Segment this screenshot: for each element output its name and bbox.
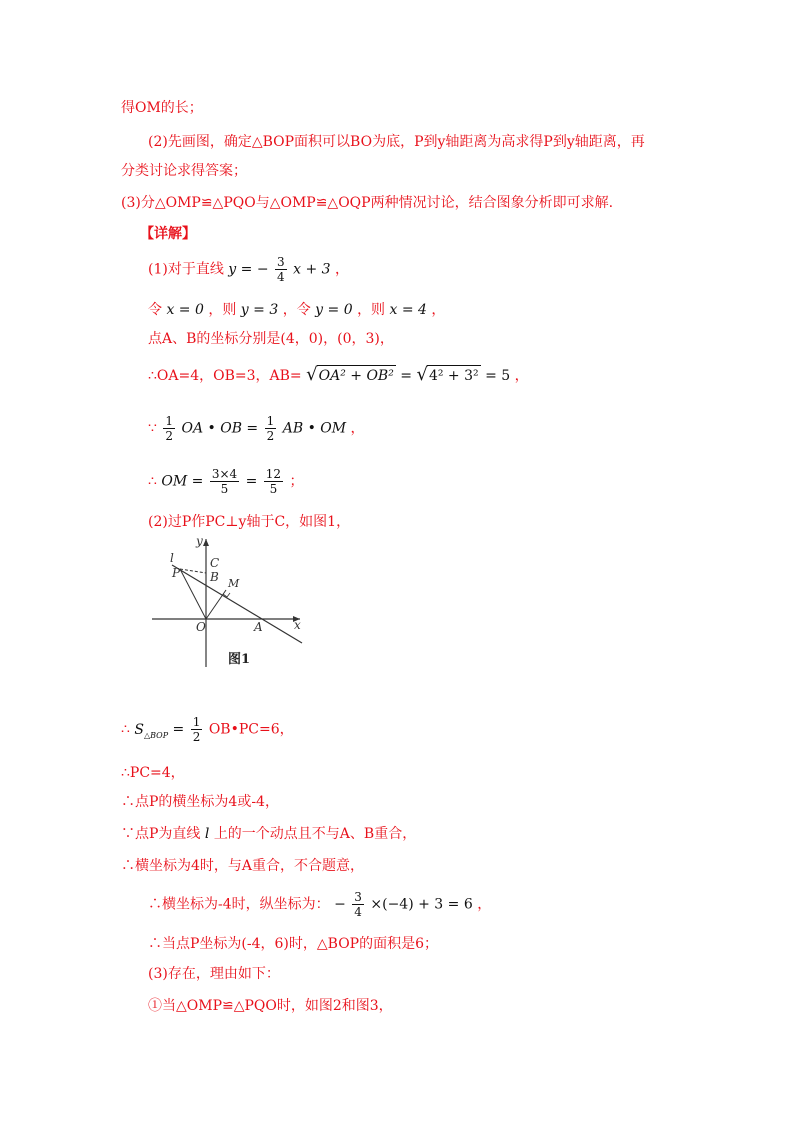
text-line-4: (3)分△OMP≌△PQO与△OMP≌△OQP两种情况讨论，结合图象分析即可求解. <box>121 195 614 211</box>
solution-line-17: ∴横坐标为4时，与A重合，不合题意， <box>121 858 365 874</box>
figure-1-diagram <box>150 535 310 675</box>
segment-po <box>180 569 206 619</box>
solution-line-16: ∵点P为直线 l 上的一个动点且不与A、B重合， <box>121 826 417 842</box>
fraction-half-1: $\frac{1}{2}$ <box>165 414 174 443</box>
label-c: C <box>210 556 220 570</box>
solution-line-12: (2)过P作PC⊥y轴于C，如图1， <box>148 514 351 530</box>
fraction-twelve-fifths: $\frac{12}{5}$ <box>265 467 282 496</box>
label-x: x <box>294 618 301 632</box>
solution-line-10: ∵ $\frac{1}{2}$ OA • OB = $\frac{1}{2}$ AB • OM ， <box>148 414 365 443</box>
solution-line-20: (3)存在，理由如下： <box>148 966 280 982</box>
section-heading-detail: 【详解】 <box>140 226 196 242</box>
solution-line-8: 点A、B的坐标分别是(4，0)，(0，3)， <box>148 331 394 347</box>
fraction-three-quarters: $\frac{3}{4}$ <box>277 255 285 284</box>
sqrt-oa-ob: OA² + OB² <box>317 365 396 386</box>
label-b: B <box>210 570 219 584</box>
line-equation-rhs: x + 3 <box>293 261 331 278</box>
sqrt-four-three: 4² + 3² <box>427 365 481 386</box>
eq-y-zero: y = 0 <box>315 302 353 318</box>
part1-intro: (1)对于直线 <box>148 261 224 278</box>
line-equation-lhs: y = − <box>228 261 269 278</box>
solution-line-21: ①当△OMP≌△PQO时，如图2和图3， <box>148 998 393 1014</box>
eq-x-zero: x = 0 <box>166 302 204 318</box>
y-calculation: ×(−4) + 3 = 6 <box>370 896 473 913</box>
label-p: P <box>172 566 181 580</box>
area-symbol: $S_{\triangle BOP}$ <box>134 721 169 740</box>
label-l: l <box>170 551 174 565</box>
text-line-1: 得OM的长； <box>121 100 203 116</box>
solution-line-18: ∴横坐标为-4时，纵坐标为： − $\frac{3}{4}$ ×(−4) + 3 = 6 ， <box>148 890 492 919</box>
solution-line-7: 令 x = 0 ，则 y = 3 ，令 y = 0 ，则 x = 4 ， <box>148 302 446 318</box>
label-y: y <box>196 535 203 548</box>
y-axis-arrow <box>203 539 209 546</box>
solution-line-13: ∴ $S_{\triangle BOP}$ = $\frac{1}{2}$ OB•PC=6， <box>121 715 294 744</box>
text-line-3: 分类讨论求得答案； <box>121 163 247 179</box>
label-o: O <box>196 620 206 634</box>
symbol-l: l <box>204 826 210 842</box>
fraction-three-quarters-2: $\frac{3}{4}$ <box>354 890 362 919</box>
fraction-half-2: $\frac{1}{2}$ <box>266 414 275 443</box>
ab-result: = 5 <box>485 368 511 384</box>
eq-x-four: x = 4 <box>389 302 427 318</box>
solution-line-19: ∴当点P坐标为(-4，6)时，△BOP的面积是6； <box>148 936 439 952</box>
solution-line-9: ∴OA=4，OB=3，AB= √OA² + OB² = √4² + 3² = 5 ， <box>148 364 529 385</box>
solution-line-14: ∴PC=4， <box>121 765 185 781</box>
text-line-2: (2)先画图，确定△BOP面积可以BO为底，P到y轴距离为高求得P到y轴距离，再 <box>148 134 645 150</box>
label-a: A <box>254 620 263 634</box>
solution-line-11: ∴ OM = $\frac{3\times 4}{5}$ = $\frac{12}{5}$ ； <box>148 467 304 496</box>
solution-line-15: ∴点P的横坐标为4或-4， <box>121 794 279 810</box>
figure-caption: 图1 <box>228 652 251 667</box>
eq-y-three: y = 3 <box>240 302 279 318</box>
fraction-half-3: $\frac{1}{2}$ <box>192 715 201 744</box>
fraction-om: $\frac{3\times 4}{5}$ <box>211 467 238 496</box>
label-m: M <box>228 577 240 590</box>
solution-line-6: (1)对于直线 y = − $\frac{3}{4}$ x + 3 ， <box>148 255 350 284</box>
